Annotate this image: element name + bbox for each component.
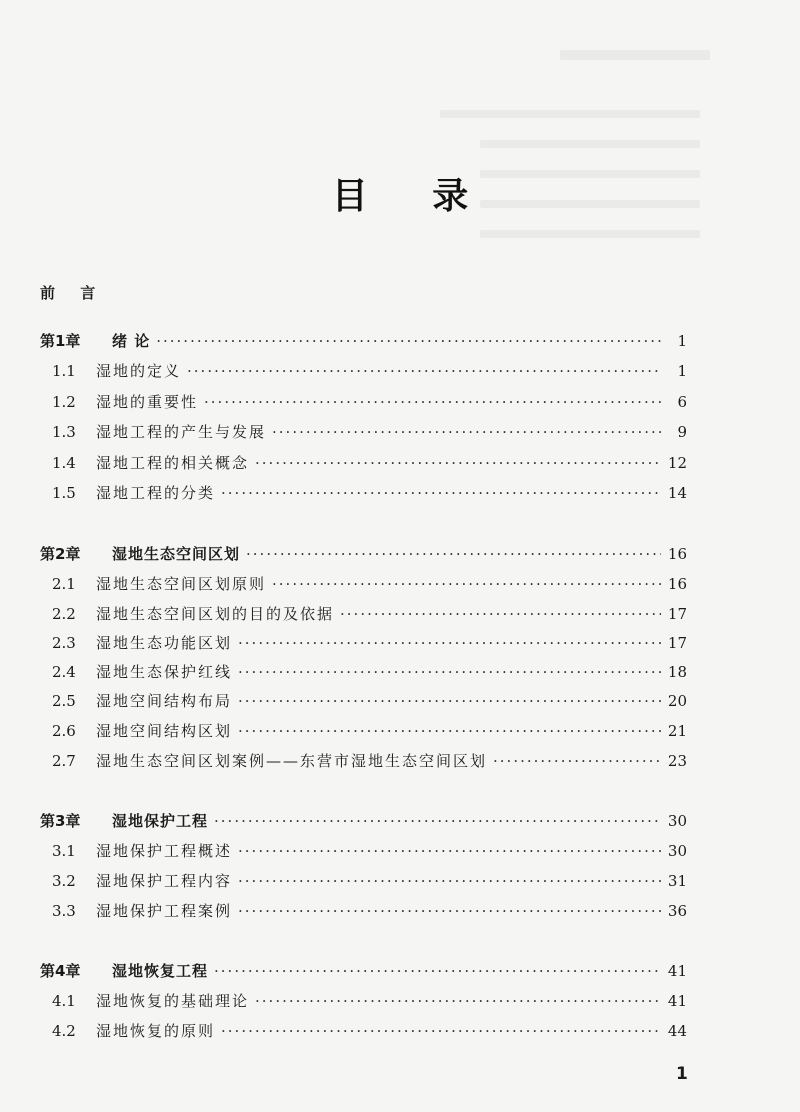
toc-chapter-4[interactable] — [40, 960, 687, 982]
toc-page-number: 36 — [667, 902, 687, 920]
toc-section-1-2[interactable] — [52, 391, 687, 413]
toc-page-number: 17 — [667, 605, 687, 623]
toc-page-number: 30 — [667, 842, 687, 860]
toc-page-number: 16 — [667, 575, 687, 593]
toc-number: 第3章 — [40, 812, 81, 830]
dot-leader — [204, 391, 661, 413]
toc-number: 2.2 — [52, 605, 76, 623]
bleed-through-mark — [480, 140, 700, 148]
dot-leader — [272, 421, 661, 443]
toc-number: 2.3 — [52, 634, 76, 652]
toc-page-number: 12 — [667, 454, 687, 472]
toc-title: 湿地恢复的原则 — [96, 1022, 216, 1040]
toc-title: 湿地保护工程概述 — [96, 842, 233, 860]
toc-title: 湿地的定义 — [96, 362, 182, 380]
dot-leader — [238, 900, 661, 922]
dot-leader — [214, 960, 661, 982]
dot-leader — [272, 573, 661, 595]
dot-leader — [255, 990, 661, 1012]
toc-title: 湿地恢复的基础理论 — [96, 992, 250, 1010]
toc-title: 湿地工程的相关概念 — [96, 454, 250, 472]
toc-page-number: 18 — [667, 663, 687, 681]
toc-section-1-5[interactable] — [52, 482, 687, 504]
toc-number: 4.1 — [52, 992, 76, 1010]
toc-section-1-3[interactable] — [52, 421, 687, 443]
dot-leader — [238, 632, 661, 654]
toc-page-number: 14 — [667, 484, 687, 502]
dot-leader — [238, 690, 661, 712]
toc-number: 3.2 — [52, 872, 76, 890]
toc-title: 湿地保护工程 — [112, 812, 209, 830]
toc-title: 湿地工程的分类 — [96, 484, 216, 502]
toc-title: 湿地保护工程案例 — [96, 902, 233, 920]
dot-leader — [246, 543, 661, 565]
dot-leader — [340, 603, 661, 625]
folio-page-number: 1 — [676, 1064, 688, 1084]
toc-page-number: 30 — [667, 812, 687, 830]
dot-leader — [493, 750, 661, 772]
toc-chapter-3[interactable] — [40, 810, 687, 832]
dot-leader — [187, 360, 661, 382]
toc-number: 1.5 — [52, 484, 76, 502]
toc-number: 1.3 — [52, 423, 76, 441]
toc-number: 2.5 — [52, 692, 76, 710]
dot-leader — [238, 840, 661, 862]
toc-title: 绪 论 — [112, 332, 151, 350]
toc-title: 湿地的重要性 — [96, 393, 199, 411]
toc-section-1-1[interactable] — [52, 360, 687, 382]
bleed-through-mark — [440, 110, 700, 118]
toc-number: 2.7 — [52, 752, 76, 770]
toc-page-number: 21 — [667, 722, 687, 740]
toc-title: 湿地生态空间区划原则 — [96, 575, 267, 593]
toc-chapter-1[interactable] — [40, 330, 687, 352]
toc-title: 湿地工程的产生与发展 — [96, 423, 267, 441]
toc-number: 2.6 — [52, 722, 76, 740]
dot-leader — [238, 720, 661, 742]
page-title: 目 录 — [331, 176, 495, 217]
toc-page-number: 1 — [677, 332, 687, 350]
toc-title: 湿地空间结构区划 — [96, 722, 233, 740]
toc-number: 2.1 — [52, 575, 76, 593]
dot-leader — [238, 870, 661, 892]
toc-title: 湿地生态空间区划案例——东营市湿地生态空间区划 — [96, 752, 488, 770]
toc-number: 第4章 — [40, 962, 81, 980]
bleed-through-mark — [560, 50, 710, 60]
toc-number: 第2章 — [40, 545, 81, 563]
toc-title: 湿地生态保护红线 — [96, 663, 233, 681]
toc-section-2-7[interactable] — [52, 750, 687, 772]
toc-page-number: 44 — [667, 1022, 687, 1040]
toc-title: 湿地恢复工程 — [112, 962, 209, 980]
toc-page-number: 41 — [667, 962, 687, 980]
dot-leader — [221, 482, 661, 504]
toc-section-4-2[interactable] — [52, 1020, 687, 1042]
toc-section-4-1[interactable] — [52, 990, 687, 1012]
toc-section-1-4[interactable] — [52, 452, 687, 474]
toc-number: 2.4 — [52, 663, 76, 681]
toc-title: 湿地生态空间区划的目的及依据 — [96, 605, 335, 623]
toc-number: 1.4 — [52, 454, 76, 472]
toc-number: 4.2 — [52, 1022, 76, 1040]
toc-section-3-3[interactable] — [52, 900, 687, 922]
toc-title: 湿地空间结构布局 — [96, 692, 233, 710]
toc-chapter-2[interactable] — [40, 543, 687, 565]
toc-page-number: 31 — [667, 872, 687, 890]
toc-section-2-4[interactable] — [52, 661, 687, 683]
dot-leader — [221, 1020, 661, 1042]
preface-entry[interactable]: 前 言 — [40, 284, 106, 302]
toc-page-number: 1 — [677, 362, 687, 380]
toc-title: 湿地保护工程内容 — [96, 872, 233, 890]
toc-number: 第1章 — [40, 332, 81, 350]
toc-section-2-2[interactable] — [52, 603, 687, 625]
toc-page-number: 17 — [667, 634, 687, 652]
toc-page-number: 23 — [667, 752, 687, 770]
toc-title: 湿地生态功能区划 — [96, 634, 233, 652]
toc-section-2-1[interactable] — [52, 573, 687, 595]
toc-number: 1.2 — [52, 393, 76, 411]
toc-section-2-3[interactable] — [52, 632, 687, 654]
dot-leader — [238, 661, 661, 683]
toc-page-number: 16 — [667, 545, 687, 563]
bleed-through-mark — [480, 230, 700, 238]
dot-leader — [255, 452, 661, 474]
dot-leader — [214, 810, 661, 832]
toc-page-number: 9 — [677, 423, 687, 441]
toc-page-number: 6 — [677, 393, 687, 411]
toc-section-3-1[interactable] — [52, 840, 687, 862]
toc-number: 3.3 — [52, 902, 76, 920]
toc-section-2-6[interactable] — [52, 720, 687, 742]
dot-leader — [156, 330, 661, 352]
toc-title: 湿地生态空间区划 — [112, 545, 241, 563]
toc-page-number: 41 — [667, 992, 687, 1010]
toc-page-number: 20 — [667, 692, 687, 710]
toc-number: 3.1 — [52, 842, 76, 860]
toc-section-2-5[interactable] — [52, 690, 687, 712]
toc-number: 1.1 — [52, 362, 76, 380]
toc-section-3-2[interactable] — [52, 870, 687, 892]
